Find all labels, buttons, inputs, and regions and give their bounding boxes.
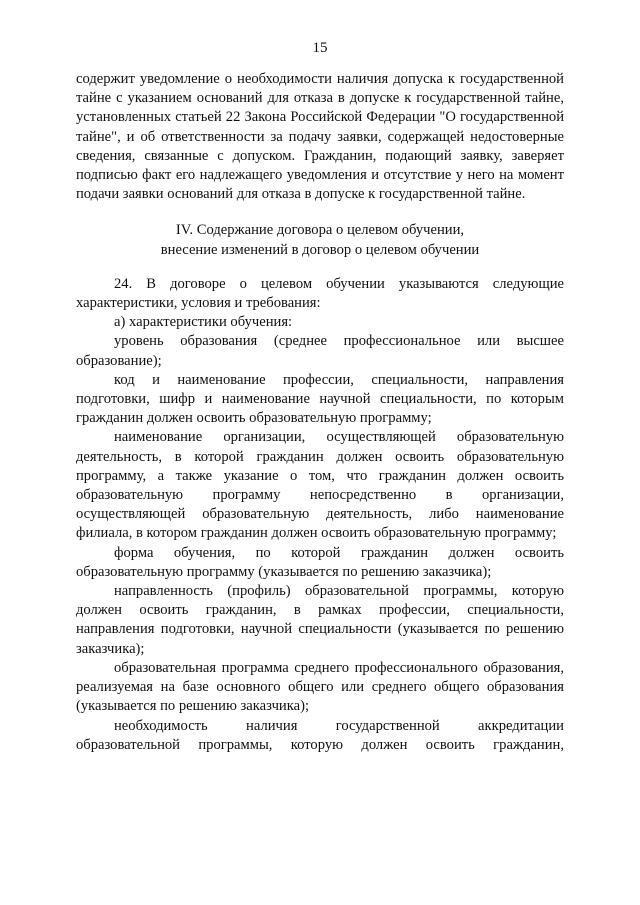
paragraph-a-training-characteristics: а) характеристики обучения: xyxy=(114,314,293,331)
paragraph-study-form: форма обучения, по которой гражданин должен освоить образовательную программу (указывается по решению заказчика); xyxy=(76,544,564,580)
document-body xyxy=(76,70,564,755)
page-number: 15 xyxy=(312,40,328,56)
section-heading xyxy=(76,221,564,259)
paragraph-education-level: уровень образования (среднее профессиональное или высшее образование); xyxy=(76,333,564,369)
paragraph-vocational-program: образовательная программа среднего профессионального образования, реализуемая на базе основного общего или среднего общего образования (указывается по решению заказчика); xyxy=(76,659,564,715)
paragraph-24: 24. В договоре о целевом обучении указываются следующие характеристики, условия и требования: xyxy=(76,275,564,312)
section-heading-line-2: внесение изменений в договор о целевом обучении xyxy=(160,241,480,258)
paragraph-program-profile: направленность (профиль) образовательной программы, которую должен освоить гражданин, в рамках профессии, специальности, направления подготовки, научной специальности (указывается по решению заказчика); xyxy=(76,583,564,657)
paragraph-accreditation: необходимость наличия государственной аккредитации образовательной программы, которую должен освоить гражданин, xyxy=(76,717,564,753)
section-heading-line-1: IV. Содержание договора о целевом обучении, xyxy=(175,222,465,239)
paragraph-state-secret-notice: содержит уведомление о необходимости наличия допуска к государственной тайне с указанием оснований для отказа в допуске к государственной тайне, установленных статьей 22 Закона Российской Федерации "О государственной тайне", и об ответственности за подачу заявки, содержащей недостоверные сведения, связанные с допуском. Гражданин, подающий заявку, заверяет подписью факт его надлежащего уведомления и отсутствие у него на момент подачи заявки оснований для отказа в допуске к государственной тайне. xyxy=(76,71,564,203)
paragraph-organization-name: наименование организации, осуществляющей образовательную деятельность, в которой гражданин должен освоить образовательную программу, а также указание о том, что гражданин должен освоить образовательную программу непосредственно в организации, осуществляющей образовательную деятельность, либо наименование филиала, в котором гражданин должен освоить образовательную программу; xyxy=(76,429,564,542)
paragraph-profession-code: код и наименование профессии, специальности, направления подготовки, шифр и наименование научной специальности, по которым гражданин должен освоить образовательную программу; xyxy=(76,371,564,427)
